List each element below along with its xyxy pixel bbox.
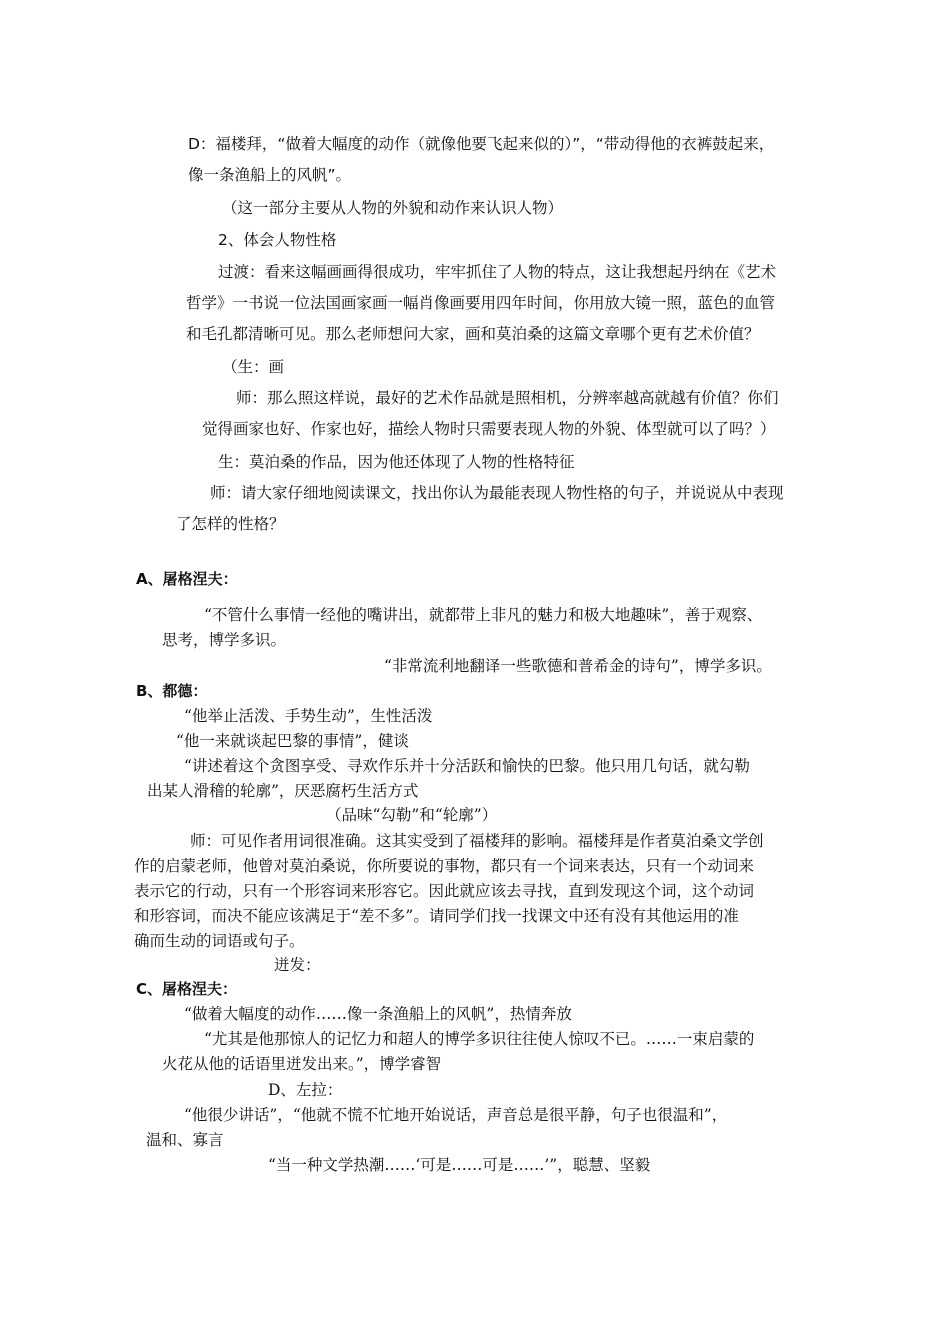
section-b-quote3-note: （品味“勾勒”和“轮廓”）	[326, 806, 498, 824]
teacher-question-1-line1: 师：那么照这样说，最好的艺术作品就是照相机，分辨率越高就越有价值？你们	[236, 389, 779, 407]
part-note: （这一部分主要从人物的外貌和动作来认识人物）	[222, 199, 564, 217]
section-b-quote2: “他一来就谈起巴黎的事情”，健谈	[176, 732, 409, 750]
teacher-commentary-line3: 表示它的行动，只有一个形容词来形容它。因此就应该去寻找，直到发现这个词，这个动词	[134, 882, 755, 900]
section-a-heading: A、屠格涅夫：	[136, 570, 238, 588]
transition-line2: 哲学》一书说一位法国画家画一幅肖像画要用四年时间，你用放大镜一照，蓝色的血管	[186, 294, 776, 312]
section-a-quote1-line2: 思考，博学多识。	[162, 631, 287, 649]
section-a-quote1-line1: “不管什么事情一经他的嘴讲出，就都带上非凡的魅力和极大地趣味”，善于观察、	[204, 606, 763, 624]
teacher-commentary-line5: 确而生动的词语或句子。	[134, 932, 305, 950]
student-answer-1: （生：画	[222, 358, 285, 376]
transition-line3: 和毛孔都清晰可见。那么老师想问大家，画和莫泊桑的这篇文章哪个更有艺术价值？	[186, 325, 760, 343]
student-answer-2: 生：莫泊桑的作品，因为他还体现了人物的性格特征	[218, 453, 575, 471]
vocab-word: 迸发：	[274, 956, 321, 974]
section-2-heading: 2、体会人物性格	[218, 231, 337, 249]
section-c-quote2-line2: 火花从他的话语里迸发出来。”，博学睿智	[162, 1055, 442, 1073]
teacher-commentary-line4: 和形容词，而决不能应该满足于“差不多”。请同学们找一找课文中还有没有其他运用的准	[134, 907, 739, 925]
teacher-question-2-line1: 师：请大家仔细地阅读课文，找出你认为最能表现人物性格的句子，并说说从中表现	[210, 484, 784, 502]
section-b-quote3-line2: 出某人滑稽的轮廓”，厌恶腐朽生活方式	[147, 782, 419, 800]
section-a-quote2: “非常流利地翻译一些歌德和普希金的诗句”，博学多识。	[384, 657, 772, 675]
section-b-quote1: “他举止活泼、手势生动”，生性活泼	[184, 707, 433, 725]
section-b-heading: B、都德：	[136, 682, 208, 700]
section-d-quote2: “当一种文学热潮……‘可是……可是……’”，聪慧、坚毅	[268, 1156, 651, 1174]
teacher-commentary-line2: 作的启蒙老师，他曾对莫泊桑说，你所要说的事物，都只有一个词来表达，只有一个动词来	[134, 857, 755, 875]
section-d-quote1-line1: “他很少讲话”，“他就不慌不忙地开始说话，声音总是很平静，句子也很温和”，	[184, 1106, 728, 1124]
section-c-heading: C、屠格涅夫：	[136, 980, 238, 998]
section-d-quote1-line2: 温和、寡言	[146, 1131, 224, 1149]
paragraph-d-line2: 像一条渔船上的风帆”。	[188, 166, 352, 184]
section-b-quote3-line1: “讲述着这个贪图享受、寻欢作乐并十分活跃和愉快的巴黎。他只用几句话，就勾勒	[184, 757, 750, 775]
section-c-quote2-line1: “尤其是他那惊人的记忆力和超人的博学多识往往使人惊叹不已。……一束启蒙的	[204, 1030, 755, 1048]
teacher-question-2-line2: 了怎样的性格？	[176, 515, 285, 533]
teacher-question-1-line2: 觉得画家也好、作家也好，描绘人物时只需要表现人物的外貌、体型就可以了吗？）	[202, 420, 776, 438]
section-c-quote1: “做着大幅度的动作……像一条渔船上的风帆”，热情奔放	[184, 1005, 572, 1023]
transition-line1: 过渡：看来这幅画画得很成功，牢牢抓住了人物的特点，这让我想起丹纳在《艺术	[218, 263, 777, 281]
paragraph-d-line1: D：福楼拜，“做着大幅度的动作（就像他要飞起来似的）”，“带动得他的衣裤鼓起来，	[188, 135, 775, 153]
section-d-heading: D、左拉：	[268, 1081, 343, 1099]
teacher-commentary-line1: 师：可见作者用词很准确。这其实受到了福楼拜的影响。福楼拜是作者莫泊桑文学创	[190, 832, 764, 850]
